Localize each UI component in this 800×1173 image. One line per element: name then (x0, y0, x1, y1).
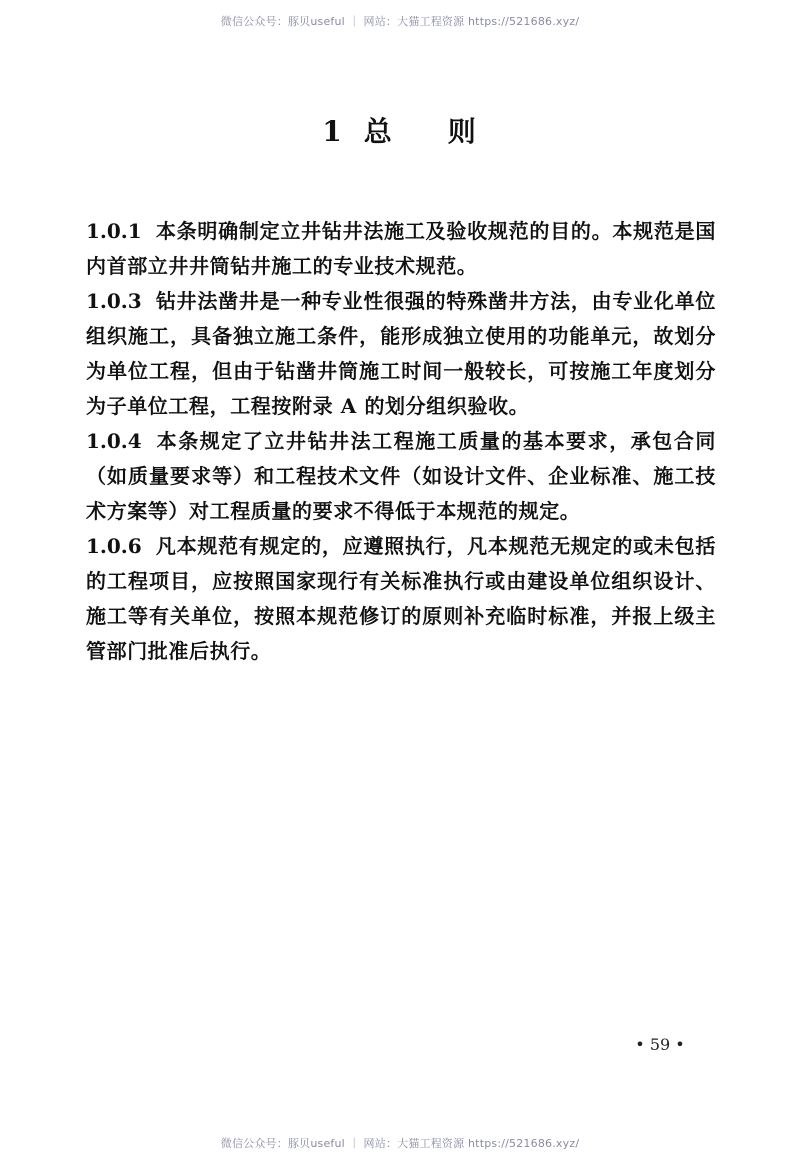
clause-number: 1.0.3 (86, 289, 142, 313)
watermark-top: 微信公众号：豚贝useful ｜ 网站：大猫工程资源 https://521686.xyz/ (220, 15, 580, 28)
clause-text: 本条明确制定立井钻井法施工及验收规范的目的。本规范是国内首部立井井筒钻井施工的专业技术规范。 (86, 219, 716, 278)
clause-text: 钻井法凿井是一种专业性很强的特殊凿井方法，由专业化单位组织施工，具备独立施工条件，能形成独立使用的功能单元，故划分为单位工程，但由于钻凿井筒施工时间一般较长，可按施工年度划分为子单位工程，工程按附录 A 的划分组织验收。 (86, 289, 716, 418)
page-number: • 59 • (635, 1035, 685, 1054)
clause-1-0-4 (86, 424, 716, 529)
clause-text: 凡本规范有规定的，应遵照执行，凡本规范无规定的或未包括的工程项目，应按照国家现行有关标准执行或由建设单位组织设计、施工等有关单位，按照本规范修订的原则补充临时标准，并报上级主管部门批准后执行。 (86, 534, 716, 663)
clause-number: 1.0.6 (86, 534, 142, 558)
chapter-title-word-2: 则 (447, 115, 478, 148)
watermark-bottom: 微信公众号：豚贝useful ｜ 网站：大猫工程资源 https://521686.xyz/ (220, 1137, 580, 1150)
clause-1-0-3 (86, 284, 716, 424)
clauses-body (86, 214, 716, 669)
chapter-title (0, 110, 800, 150)
clause-number: 1.0.4 (86, 429, 142, 453)
chapter-title-word-1: 总 (363, 115, 394, 148)
clause-number: 1.0.1 (86, 219, 142, 243)
chapter-number: 1 (322, 115, 344, 148)
clause-text: 本条规定了立井钻井法工程施工质量的基本要求，承包合同（如质量要求等）和工程技术文件（如设计文件、企业标准、施工技术方案等）对工程质量的要求不得低于本规范的规定。 (86, 429, 716, 523)
clause-1-0-6 (86, 529, 716, 669)
clause-1-0-1 (86, 214, 716, 284)
